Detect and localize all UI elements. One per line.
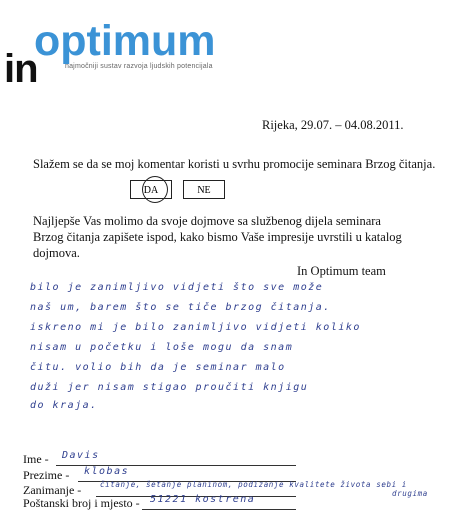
option-no-box[interactable]: NE (183, 180, 225, 199)
comment-line: do kraja. (30, 400, 98, 411)
field-postanski-label: Poštanski broj i mjesto - (23, 496, 140, 510)
field-zanimanje-label: Zanimanje - (23, 483, 82, 497)
field-zanimanje-value[interactable]: čitanje, šetanje planinom, podizanje kvalitete života sebi i (100, 480, 407, 489)
date-line: Rijeka, 29.07. – 04.08.2011. (262, 118, 404, 132)
team-signature: In Optimum team (297, 264, 386, 278)
comment-line: duži jer nisam stigao proučiti knjigu (30, 382, 309, 393)
logo-optimum: optimum (34, 17, 216, 65)
comment-line: bilo je zanimljivo vidjeti što sve može (30, 282, 324, 293)
field-zanimanje-value-continued[interactable]: drugima (392, 489, 428, 498)
comment-line: naš um, barem što se tiče brzog čitanja. (30, 302, 331, 313)
field-prezime-label: Prezime - (23, 468, 70, 482)
comment-line: iskreno mi je bilo zanimljivo vidjeti koliko (30, 322, 361, 333)
option-yes-box[interactable]: DA (130, 180, 172, 199)
field-postanski-value[interactable]: 51221 kostrena (150, 494, 256, 505)
logo-in: in (4, 47, 38, 91)
request-text: Najljepše Vas molimo da svoje dojmove sa službenog dijela seminara Brzog čitanja zapišete ispod, kako bismo Vaše impresije uvrstili u katalog dojmova. (33, 214, 402, 260)
logo-tagline: najmočniji sustav razvoja ljudskih potencijala (65, 63, 213, 70)
field-ime-label: Ime - (23, 452, 49, 466)
comment-line: nisam u početku i loše mogu da snam (30, 342, 294, 353)
field-postanski-line (142, 509, 296, 510)
consent-text: Slažem se da se moj komentar koristi u svrhu promocije seminara Brzog čitanja. (33, 157, 436, 171)
selected-circle-mark (142, 176, 168, 203)
comment-line: čitu. volio bih da je seminar malo (30, 362, 286, 373)
field-ime-value[interactable]: Davis (62, 450, 100, 461)
field-prezime-value[interactable]: klobas (84, 466, 130, 477)
